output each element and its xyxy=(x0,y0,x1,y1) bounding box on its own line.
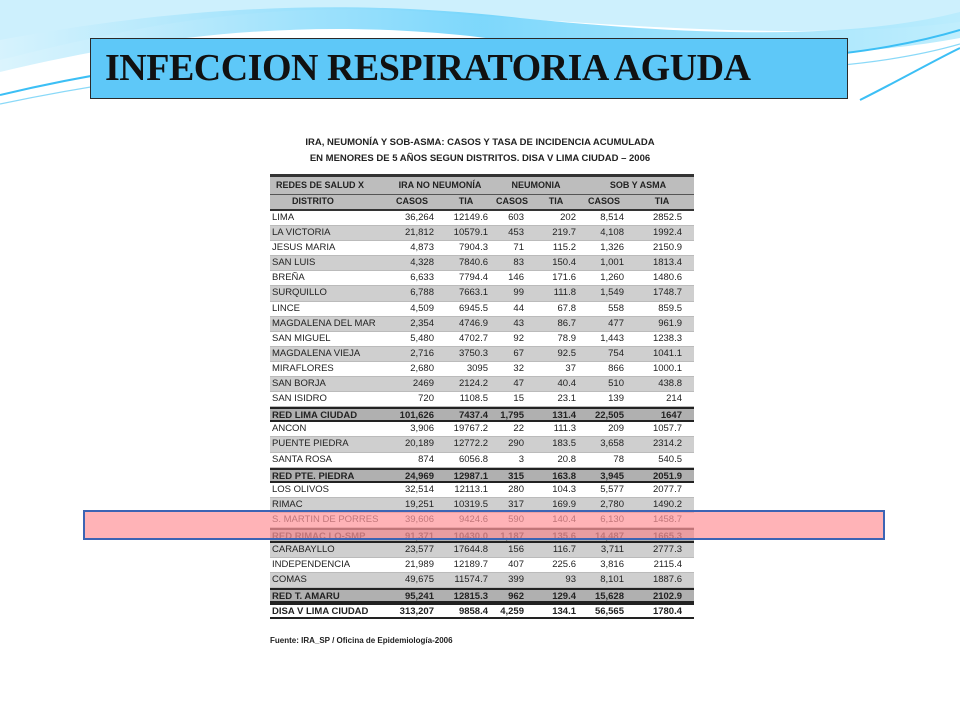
value-cell: 2314.2 xyxy=(652,438,682,450)
value-cell: 19767.2 xyxy=(453,423,488,435)
value-cell: 23,577 xyxy=(404,544,434,556)
value-cell: 150.4 xyxy=(552,257,576,269)
value-cell: 111.3 xyxy=(553,423,576,435)
value-cell: 3,945 xyxy=(600,470,624,482)
row-highlight-overlay xyxy=(83,510,885,540)
value-cell: 2,354 xyxy=(410,317,434,329)
district-name-cell: PUENTE PIEDRA xyxy=(272,438,349,450)
value-cell: 1,326 xyxy=(600,242,624,254)
value-cell: 2102.9 xyxy=(652,591,682,603)
table-row xyxy=(270,483,694,498)
value-cell: 8,514 xyxy=(600,212,624,223)
value-cell: 4746.9 xyxy=(458,317,488,329)
value-cell: 12815.3 xyxy=(453,591,488,603)
value-cell: 10579.1 xyxy=(453,227,488,239)
value-cell: 20.8 xyxy=(557,453,576,465)
value-cell: 2150.9 xyxy=(652,242,682,254)
value-cell: 40.4 xyxy=(557,378,576,390)
value-cell: 540.5 xyxy=(658,453,682,465)
value-cell: 22 xyxy=(513,423,524,435)
value-cell: 95,241 xyxy=(404,591,434,603)
value-cell: 104.3 xyxy=(552,483,576,495)
value-cell: 209 xyxy=(608,423,624,435)
value-cell: 7663.1 xyxy=(458,287,488,299)
district-name-cell: BREÑA xyxy=(272,272,305,284)
header-neumonia: NEUMONIA xyxy=(511,180,561,190)
district-name-cell: RED LIMA CIUDAD xyxy=(272,410,358,422)
header-tia-2: TIA xyxy=(548,196,564,206)
value-cell: 3 xyxy=(518,453,524,465)
district-name-cell: MIRAFLORES xyxy=(272,362,334,374)
value-cell: 8,101 xyxy=(600,574,624,586)
value-cell: 6945.5 xyxy=(458,302,488,314)
header-tia-1: TIA xyxy=(458,196,474,206)
value-cell: 961.9 xyxy=(658,317,682,329)
value-cell: 1000.1 xyxy=(652,362,682,374)
value-cell: 290 xyxy=(508,438,524,450)
value-cell: 859.5 xyxy=(658,302,682,314)
value-cell: 603 xyxy=(508,212,524,223)
value-cell: 3,711 xyxy=(600,544,624,556)
value-cell: 1647 xyxy=(660,410,682,422)
value-cell: 2469 xyxy=(412,378,434,390)
table-row xyxy=(270,392,694,407)
slide-title: INFECCION RESPIRATORIA AGUDA xyxy=(105,47,751,89)
district-name-cell: MAGDALENA VIEJA xyxy=(272,347,361,359)
district-name-cell: LIMA xyxy=(272,212,295,223)
header-casos-2: CASOS xyxy=(495,196,528,206)
value-cell: 1480.6 xyxy=(652,272,682,284)
table-heading-line1: IRA, NEUMONÍA Y SOB-ASMA: CASOS Y TASA DE INCIDENCIA ACUMULADA xyxy=(305,137,655,148)
table-row xyxy=(270,241,694,256)
value-cell: 92 xyxy=(513,332,524,344)
table-row xyxy=(270,573,694,588)
value-cell: 78 xyxy=(613,453,624,465)
value-cell: 558 xyxy=(608,302,624,314)
table-total-row xyxy=(270,603,694,618)
header-ira-no-neumonia: IRA NO NEUMONÍA xyxy=(398,180,482,190)
value-cell: 2115.4 xyxy=(653,559,682,571)
table-row xyxy=(270,226,694,241)
value-cell: 169.9 xyxy=(552,498,576,510)
table-row xyxy=(270,543,694,558)
value-cell: 3,658 xyxy=(600,438,624,450)
value-cell: 1992.4 xyxy=(652,227,682,239)
value-cell: 219.7 xyxy=(552,227,576,239)
table-row xyxy=(270,377,694,392)
value-cell: 12987.1 xyxy=(453,470,488,482)
value-cell: 92.5 xyxy=(557,347,576,359)
district-name-cell: SAN LUIS xyxy=(272,257,316,269)
value-cell: 23.1 xyxy=(557,393,576,405)
value-cell: 163.8 xyxy=(552,470,576,482)
table-row xyxy=(270,362,694,377)
value-cell: 453 xyxy=(508,227,524,239)
value-cell: 4702.7 xyxy=(458,332,488,344)
value-cell: 86.7 xyxy=(557,317,576,329)
value-cell: 24,969 xyxy=(404,470,434,482)
table-header-sub xyxy=(270,195,694,211)
value-cell: 438.8 xyxy=(658,378,682,390)
value-cell: 11574.7 xyxy=(454,574,488,586)
value-cell: 49,675 xyxy=(404,574,434,586)
value-cell: 1748.7 xyxy=(652,287,682,299)
value-cell: 139 xyxy=(608,393,624,405)
value-cell: 2077.7 xyxy=(652,483,682,495)
table-row xyxy=(270,317,694,332)
value-cell: 6056.8 xyxy=(458,453,488,465)
value-cell: 874 xyxy=(418,453,434,465)
value-cell: 4,873 xyxy=(410,242,434,254)
value-cell: 43 xyxy=(513,317,524,329)
table-row xyxy=(270,558,694,573)
value-cell: 131.4 xyxy=(552,410,576,422)
value-cell: 101,626 xyxy=(399,410,434,422)
value-cell: 317 xyxy=(508,498,524,510)
value-cell: 37 xyxy=(565,362,576,374)
value-cell: 1,549 xyxy=(600,287,624,299)
value-cell: 4,509 xyxy=(410,302,434,314)
value-cell: 7437.4 xyxy=(458,410,488,422)
district-name-cell: LINCE xyxy=(272,302,300,314)
value-cell: 93 xyxy=(565,574,576,586)
value-cell: 754 xyxy=(608,347,624,359)
value-cell: 32,514 xyxy=(404,483,434,495)
value-cell: 15 xyxy=(513,393,524,405)
district-name-cell: SAN BORJA xyxy=(272,378,326,390)
value-cell: 3,816 xyxy=(600,559,624,571)
value-cell: 171.6 xyxy=(552,272,576,284)
header-redes: REDES DE SALUD X xyxy=(276,180,365,190)
value-cell: 202 xyxy=(560,212,576,223)
table-row xyxy=(270,286,694,301)
value-cell: 3,906 xyxy=(410,423,434,435)
value-cell: 6,788 xyxy=(410,287,434,299)
value-cell: 67.8 xyxy=(557,302,576,314)
value-cell: 407 xyxy=(508,559,524,571)
value-cell: 399 xyxy=(508,574,524,586)
value-cell: 477 xyxy=(608,317,624,329)
value-cell: 1057.7 xyxy=(652,423,682,435)
district-name-cell: SURQUILLO xyxy=(272,287,327,299)
embedded-table-image xyxy=(250,128,710,656)
value-cell: 280 xyxy=(508,483,524,495)
table-row xyxy=(270,256,694,271)
value-cell: 4,259 xyxy=(500,606,524,618)
table-row xyxy=(270,332,694,347)
district-name-cell: SANTA ROSA xyxy=(272,453,333,465)
value-cell: 21,812 xyxy=(404,227,434,239)
value-cell: 2,716 xyxy=(410,347,434,359)
value-cell: 7840.6 xyxy=(458,257,488,269)
value-cell: 4,108 xyxy=(600,227,624,239)
value-cell: 10319.5 xyxy=(453,498,488,510)
value-cell: 71 xyxy=(513,242,524,254)
district-name-cell: CARABAYLLO xyxy=(272,544,335,556)
value-cell: 2,780 xyxy=(600,498,624,510)
value-cell: 5,577 xyxy=(600,483,624,495)
table-total-row xyxy=(270,588,694,603)
value-cell: 47 xyxy=(513,378,524,390)
value-cell: 1813.4 xyxy=(652,257,682,269)
table-heading-line2: EN MENORES DE 5 AÑOS SEGUN DISTRITOS. DISA V LIMA CIUDAD – 2006 xyxy=(309,153,651,164)
value-cell: 32 xyxy=(513,362,524,374)
header-casos-1: CASOS xyxy=(395,196,428,206)
value-cell: 225.6 xyxy=(552,559,576,571)
value-cell: 1490.2 xyxy=(652,498,682,510)
district-name-cell: RED PTE. PIEDRA xyxy=(272,470,355,482)
value-cell: 115.2 xyxy=(552,242,576,254)
district-name-cell: SAN MIGUEL xyxy=(272,332,331,344)
value-cell: 7794.4 xyxy=(458,272,488,284)
slide-title-box xyxy=(90,38,848,99)
value-cell: 1,795 xyxy=(500,410,524,422)
value-cell: 214 xyxy=(666,393,682,405)
value-cell: 83 xyxy=(513,257,524,269)
value-cell: 156 xyxy=(508,544,524,556)
value-cell: 67 xyxy=(513,347,524,359)
district-name-cell: MAGDALENA DEL MAR xyxy=(272,317,376,329)
value-cell: 183.5 xyxy=(552,438,576,450)
district-name-cell: RED T. AMARU xyxy=(272,591,340,603)
header-tia-3: TIA xyxy=(654,196,670,206)
district-name-cell: RIMAC xyxy=(272,498,303,510)
table-row xyxy=(270,347,694,362)
table-row xyxy=(270,211,694,226)
table-row xyxy=(270,437,694,452)
header-sob-asma: SOB Y ASMA xyxy=(609,180,667,190)
table-row xyxy=(270,422,694,437)
value-cell: 20,189 xyxy=(404,438,434,450)
header-distrito: DISTRITO xyxy=(292,196,334,206)
value-cell: 4,328 xyxy=(410,257,434,269)
value-cell: 7904.3 xyxy=(458,242,488,254)
table-total-row xyxy=(270,468,694,483)
value-cell: 78.9 xyxy=(557,332,576,344)
value-cell: 1887.6 xyxy=(652,574,682,586)
value-cell: 1041.1 xyxy=(652,347,682,359)
value-cell: 2852.5 xyxy=(652,212,682,223)
district-name-cell: COMAS xyxy=(272,574,307,586)
value-cell: 6,633 xyxy=(410,272,434,284)
value-cell: 1,260 xyxy=(600,272,624,284)
table-source-footnote: Fuente: IRA_SP / Oficina de Epidemiología-2006 xyxy=(270,636,453,645)
value-cell: 17644.8 xyxy=(453,544,488,556)
district-name-cell: LOS OLIVOS xyxy=(272,483,330,495)
value-cell: 12113.1 xyxy=(454,483,488,495)
value-cell: 146 xyxy=(508,272,524,284)
value-cell: 3750.3 xyxy=(458,347,488,359)
value-cell: 962 xyxy=(508,591,524,603)
value-cell: 1,001 xyxy=(600,257,624,269)
value-cell: 134.1 xyxy=(552,606,576,618)
table-row xyxy=(270,453,694,468)
value-cell: 21,989 xyxy=(404,559,434,571)
district-name-cell: DISA V LIMA CIUDAD xyxy=(272,606,369,618)
table-row xyxy=(270,271,694,286)
value-cell: 111.8 xyxy=(553,287,576,299)
value-cell: 36,264 xyxy=(404,212,434,223)
district-name-cell: ANCON xyxy=(272,423,307,435)
value-cell: 12772.2 xyxy=(453,438,488,450)
district-name-cell: INDEPENDENCIA xyxy=(272,559,351,571)
value-cell: 3095 xyxy=(466,362,488,374)
value-cell: 313,207 xyxy=(399,606,434,618)
value-cell: 720 xyxy=(418,393,434,405)
value-cell: 44 xyxy=(513,302,524,314)
table-body xyxy=(270,211,694,619)
value-cell: 22,505 xyxy=(594,410,624,422)
value-cell: 19,251 xyxy=(404,498,434,510)
value-cell: 116.7 xyxy=(552,544,576,556)
value-cell: 2777.3 xyxy=(652,544,682,556)
district-name-cell: LA VICTORIA xyxy=(272,227,331,239)
table-total-row xyxy=(270,407,694,422)
table-header-top xyxy=(270,177,694,195)
value-cell: 2,680 xyxy=(410,362,434,374)
value-cell: 866 xyxy=(608,362,624,374)
table-row xyxy=(270,302,694,317)
value-cell: 12189.7 xyxy=(453,559,488,571)
district-name-cell: SAN ISIDRO xyxy=(272,393,327,405)
value-cell: 5,480 xyxy=(410,332,434,344)
value-cell: 1780.4 xyxy=(652,606,682,618)
header-casos-3: CASOS xyxy=(587,196,620,206)
value-cell: 1108.5 xyxy=(459,393,488,405)
value-cell: 9858.4 xyxy=(458,606,488,618)
incidence-table xyxy=(270,174,694,619)
value-cell: 15,628 xyxy=(594,591,624,603)
value-cell: 129.4 xyxy=(552,591,576,603)
value-cell: 99 xyxy=(513,287,524,299)
district-name-cell: JESUS MARIA xyxy=(272,242,336,254)
value-cell: 315 xyxy=(508,470,524,482)
value-cell: 510 xyxy=(608,378,624,390)
value-cell: 2051.9 xyxy=(652,470,682,482)
value-cell: 1238.3 xyxy=(652,332,682,344)
value-cell: 56,565 xyxy=(594,606,624,618)
value-cell: 2124.2 xyxy=(458,378,488,390)
value-cell: 1,443 xyxy=(600,332,624,344)
value-cell: 12149.6 xyxy=(453,212,488,223)
